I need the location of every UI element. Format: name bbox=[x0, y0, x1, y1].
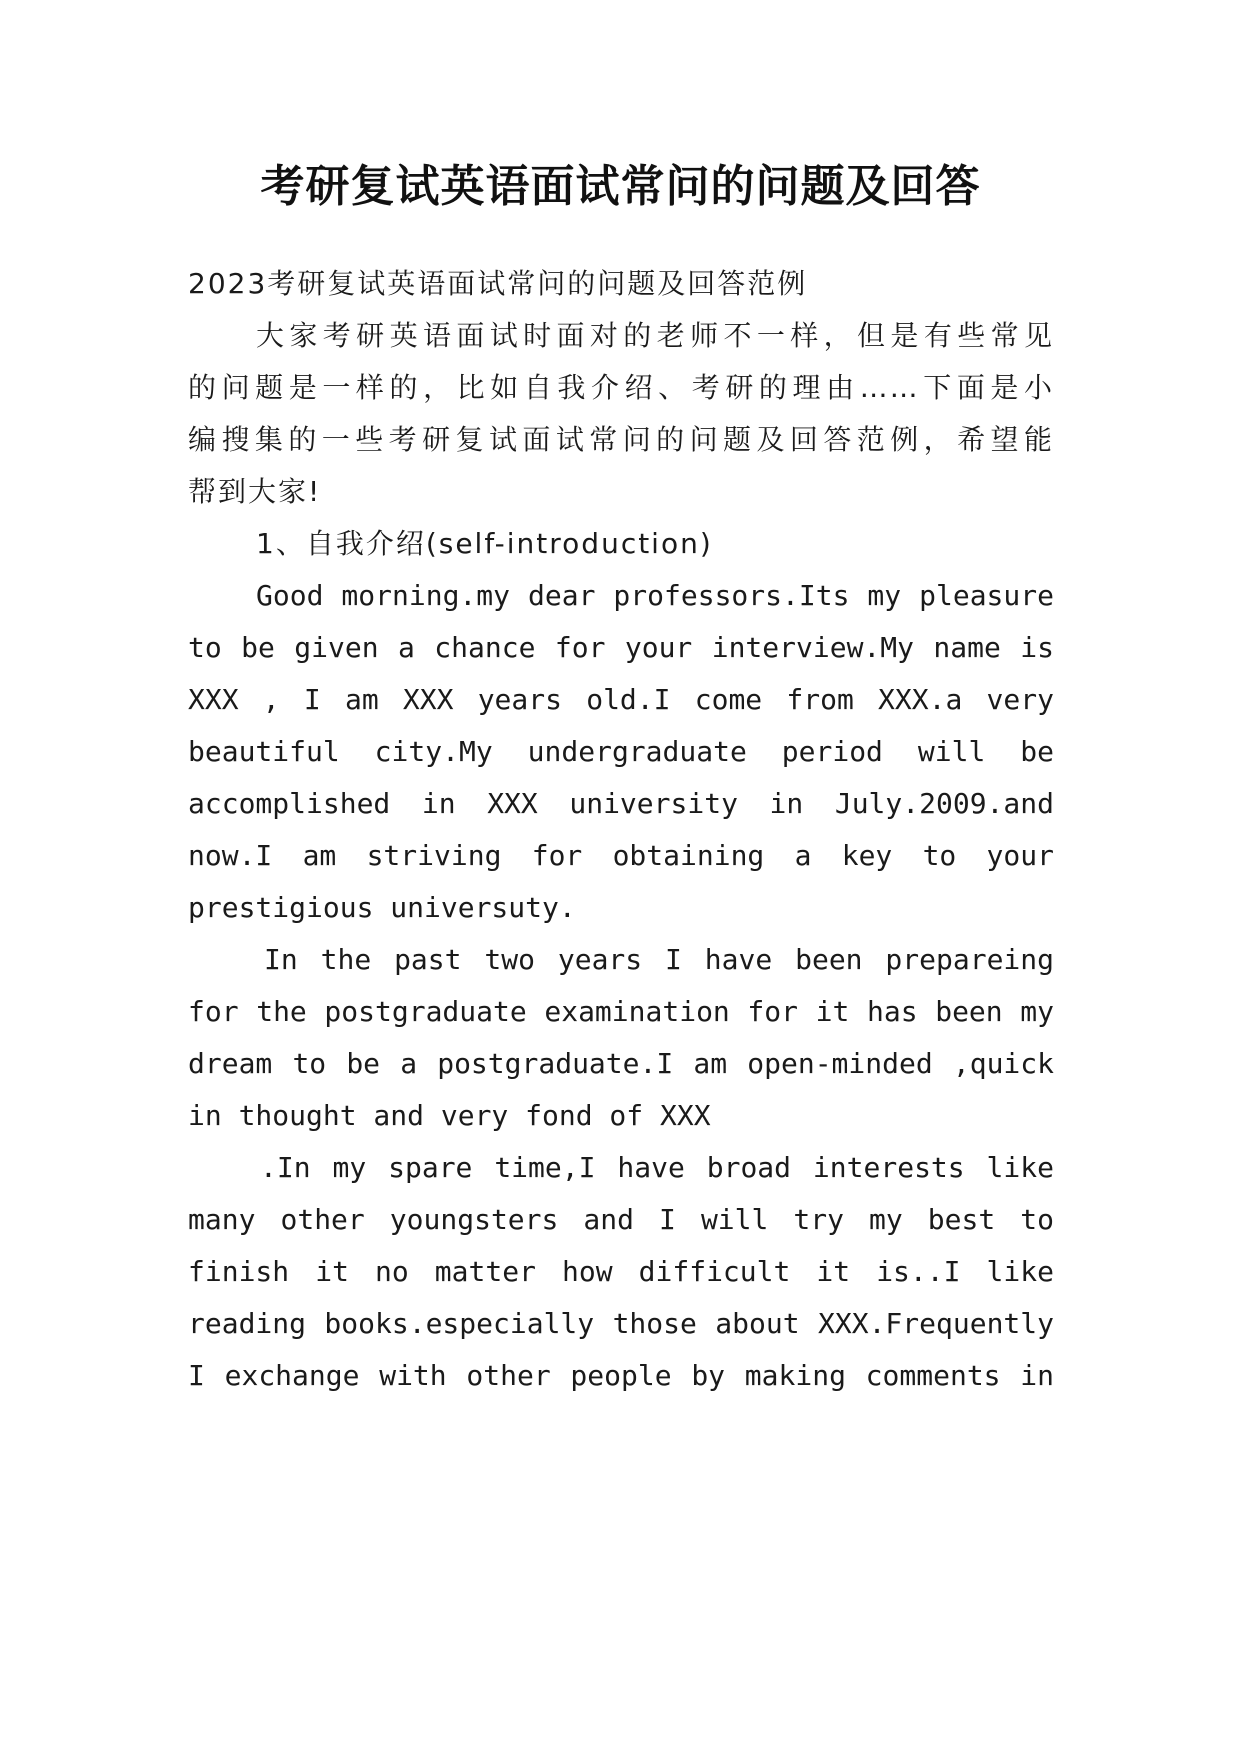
intro-line: 帮到大家! bbox=[188, 475, 322, 508]
paragraph-line: many other youngsters and I will try my best to bbox=[188, 1203, 1054, 1236]
paragraph-line: I exchange with other people by making comments in bbox=[188, 1359, 1054, 1392]
intro-line: 编搜集的一些考研复试面试常问的问题及回答范例，希望能 bbox=[188, 423, 1054, 456]
paragraph-line: beautiful city.My undergraduate period will be bbox=[188, 735, 1054, 768]
paragraph-line: accomplished in XXX university in July.2009.and bbox=[188, 787, 1054, 820]
paragraph-line: reading books.especially those about XXX.Frequently bbox=[188, 1307, 1054, 1340]
paragraph-line: to be given a chance for your interview.My name is bbox=[188, 631, 1054, 664]
paragraph-line: prestigious universuty. bbox=[188, 891, 576, 924]
section-heading: 1、自我介绍(self-introduction) bbox=[256, 527, 713, 560]
document-title: 考研复试英语面试常问的问题及回答 bbox=[260, 161, 981, 212]
paragraph-line: for the postgraduate examination for it has been my bbox=[188, 995, 1054, 1028]
paragraph-line: Good morning.my dear professors.Its my pleasure bbox=[256, 579, 1054, 612]
intro-line: 的问题是一样的，比如自我介绍、考研的理由……下面是小 bbox=[188, 371, 1054, 404]
paragraph-line: in thought and very fond of XXX bbox=[188, 1099, 711, 1132]
paragraph-line: dream to be a postgraduate.I am open-minded ,quick bbox=[188, 1047, 1054, 1080]
intro-line: 大家考研英语面试时面对的老师不一样，但是有些常见 bbox=[256, 319, 1054, 352]
paragraph-line: XXX , I am XXX years old.I come from XXX.a very bbox=[188, 683, 1054, 716]
paragraph-line: finish it no matter how difficult it is..I like bbox=[188, 1255, 1054, 1288]
paragraph-line: In the past two years I have been prepareing bbox=[264, 943, 1054, 976]
paragraph-line: .In my spare time,I have broad interests like bbox=[260, 1151, 1054, 1184]
document-subtitle: 2023考研复试英语面试常问的问题及回答范例 bbox=[188, 267, 808, 300]
paragraph-line: now.I am striving for obtaining a key to your bbox=[188, 839, 1054, 872]
